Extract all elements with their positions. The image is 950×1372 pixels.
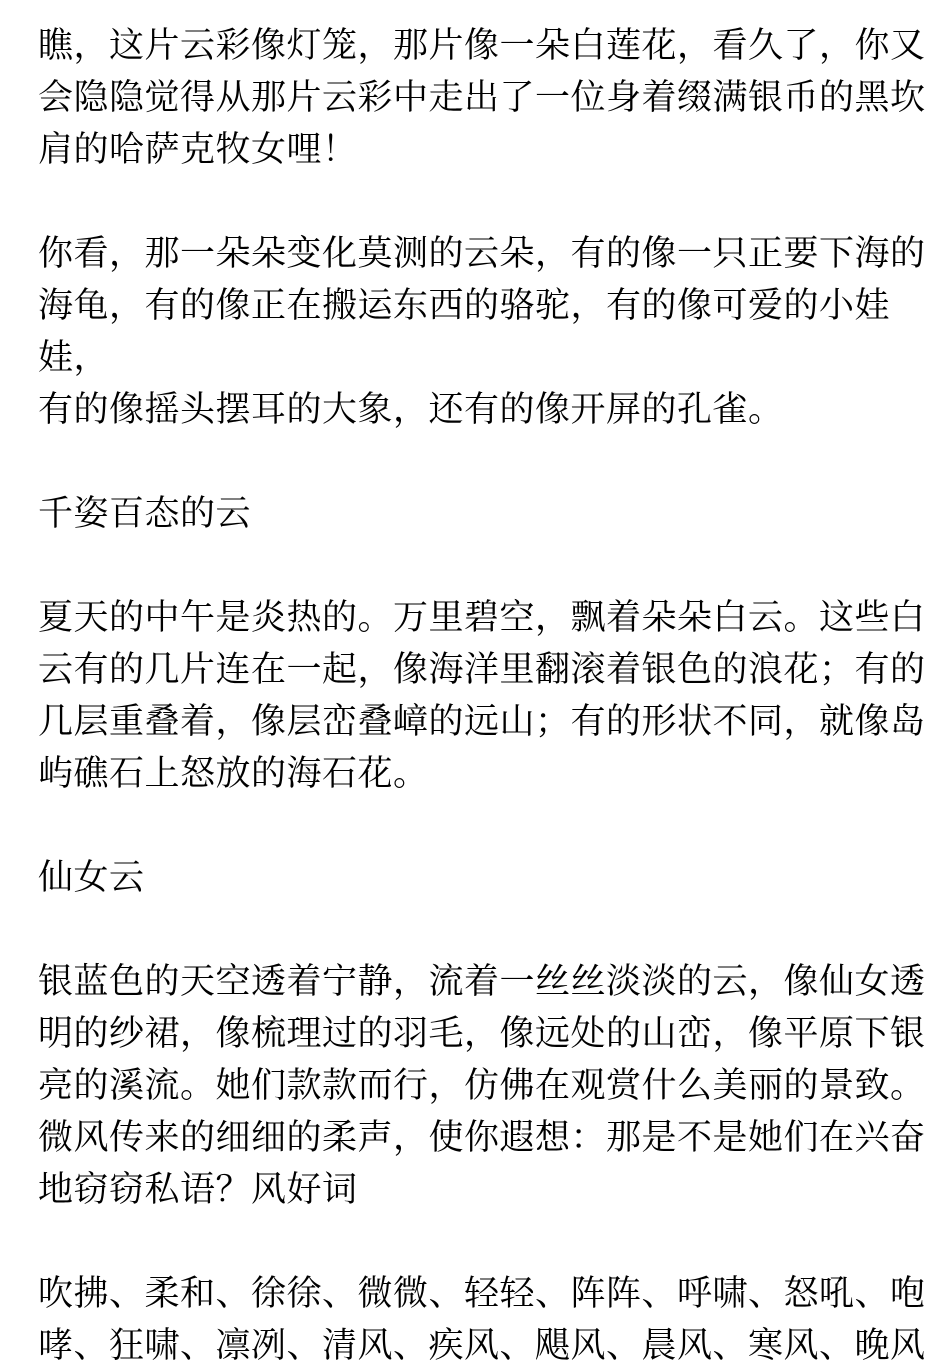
paragraph-fairy-cloud: 银蓝色的天空透着宁静，流着一丝丝淡淡的云，像仙女透 明的纱裙，像梳理过的羽毛，像远处的山峦，像平原下银 亮的溪流。她们款款而行，仿佛在观赏什么美丽的景致。 微风传来的细细的柔声，使你遐想：那是不是她们在兴奋 地窃窃私语？风好词 — [38, 962, 926, 1210]
paragraph-gap — [38, 1216, 938, 1268]
paragraph-summer-noon: 夏天的中午是炎热的。万里碧空，飘着朵朵白云。这些白 云有的几片连在一起，像海洋里翻滚着银色的浪花；有的 几层重叠着，像层峦叠嶂的远山；有的形状不同，就像岛 屿礁石上怒放的海石花。 — [38, 598, 926, 794]
paragraph-cloud-shapes: 你看，那一朵朵变化莫测的云朵，有的像一只正要下海的 海龟，有的像正在搬运东西的骆驼，有的像可爱的小娃娃， 有的像摇头摆耳的大象，还有的像开屏的孔雀。 — [38, 234, 926, 430]
heading-fairy-cloud: 仙女云 — [38, 858, 145, 898]
paragraph-gap — [38, 176, 938, 228]
paragraph-gap — [38, 436, 938, 488]
document-page — [38, 20, 938, 1372]
paragraph-gap — [38, 904, 938, 956]
heading-various-clouds: 千姿百态的云 — [38, 494, 252, 534]
paragraph-wind-words: 吹拂、柔和、徐徐、微微、轻轻、阵阵、呼啸、怒吼、咆 哮、狂啸、凛冽、清风、疾风、飓风、晨风、寒风、晚风 — [38, 1274, 926, 1366]
paragraph-gap — [38, 540, 938, 592]
paragraph-cloud-lantern: 瞧，这片云彩像灯笼，那片像一朵白莲花，看久了，你又 会隐隐觉得从那片云彩中走出了一位身着缀满银币的黑坎 肩的哈萨克牧女哩！ — [38, 26, 926, 170]
paragraph-gap — [38, 800, 938, 852]
